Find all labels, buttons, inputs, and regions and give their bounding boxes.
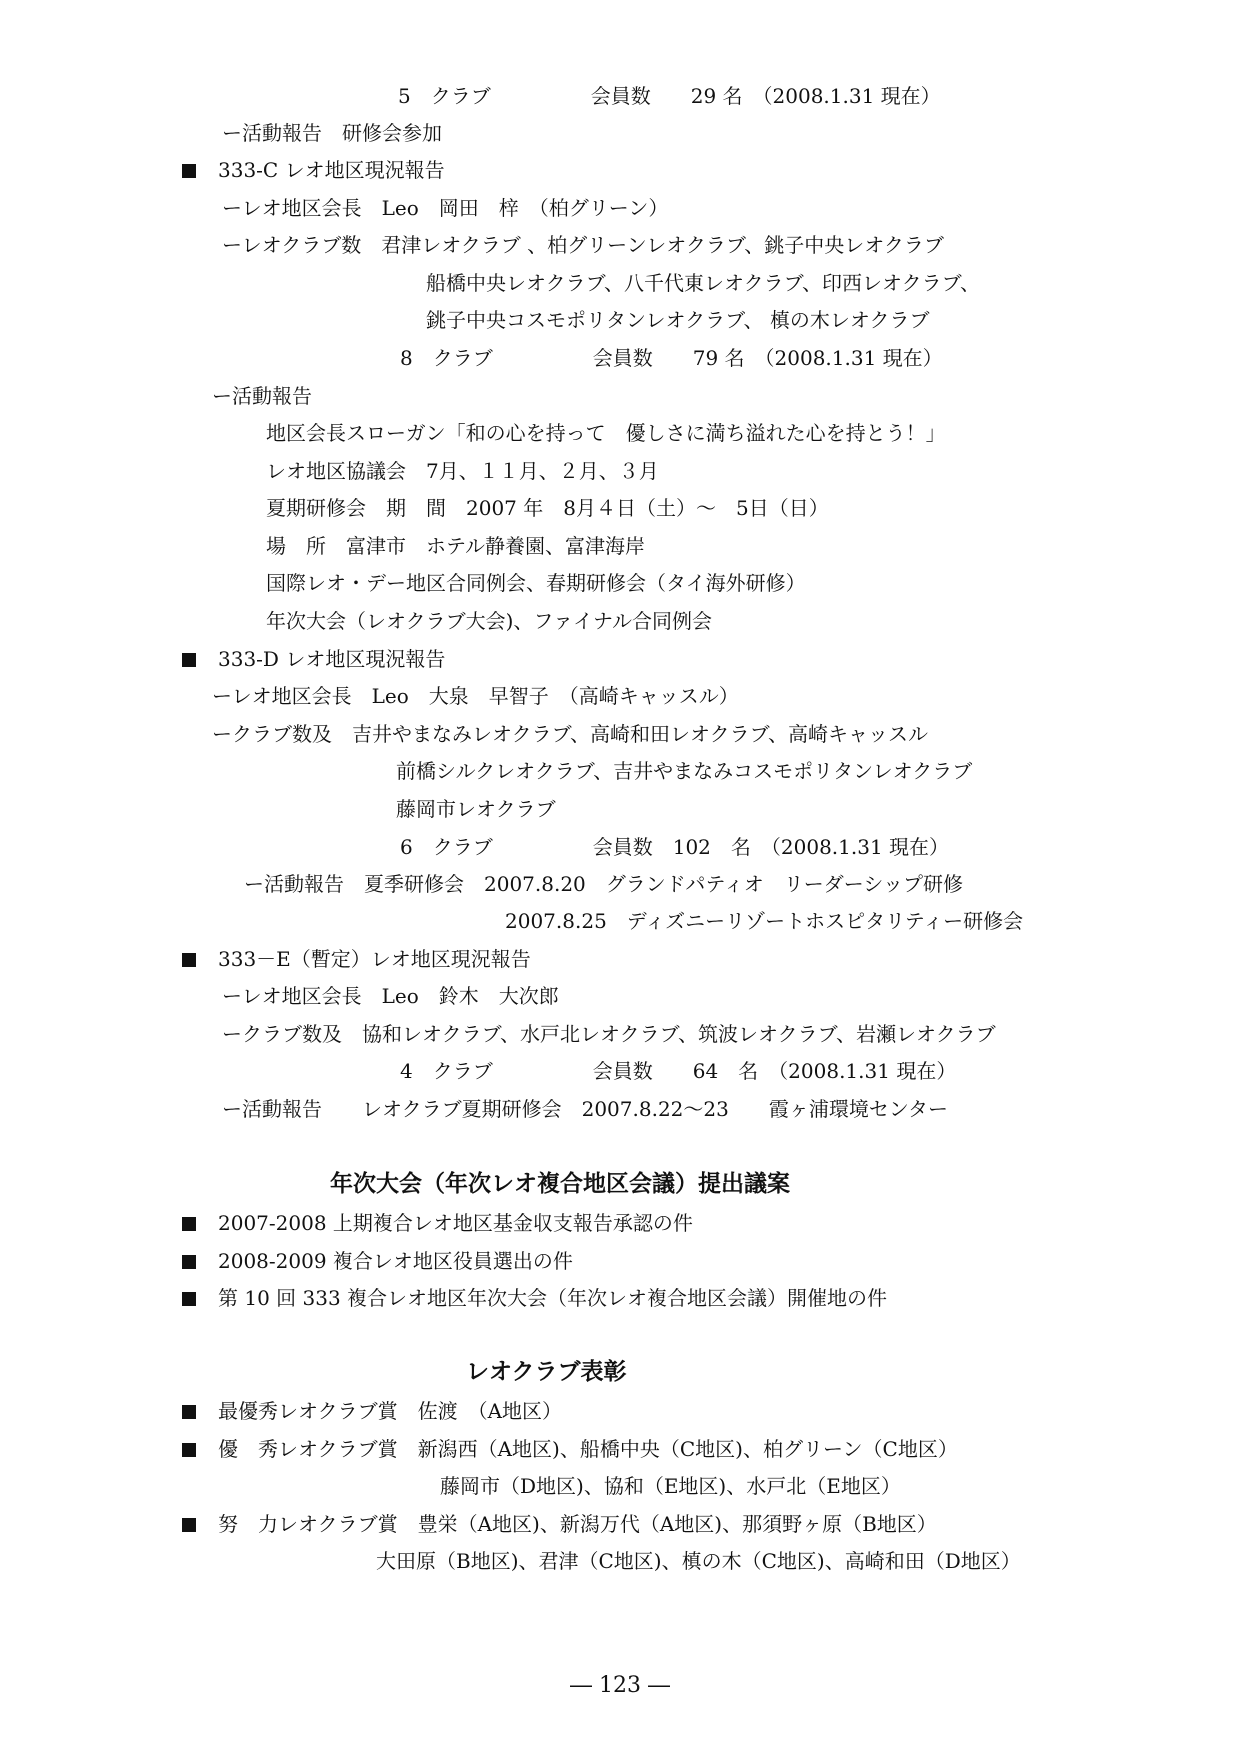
- bullet-icon: [182, 1405, 196, 1419]
- activity-report-line: ー活動報告 夏季研修会 2007.8.20 グランドパティオ リーダーシップ研修: [244, 872, 963, 896]
- clubs-count-line: 6 クラブ 会員数 102 名 （2008.1.31 現在）: [400, 835, 950, 859]
- activity-detail-line: 夏期研修会 期 間 2007 年 8月４日（土）〜 5日（日）: [266, 496, 829, 520]
- proposal-item: [182, 1211, 693, 1235]
- bullet-icon: [182, 1518, 196, 1532]
- district-chair-line: ーレオ地区会長 Leo 鈴木 大次郎: [222, 984, 559, 1008]
- page-number: ― 123 ―: [570, 1673, 670, 1698]
- activity-report-line: ー活動報告: [212, 384, 312, 408]
- awards-heading: レオクラブ表彰: [466, 1358, 627, 1385]
- award-continuation: 大田原（B地区)、君津（C地区)、槙の木（C地区)、高崎和田（D地区）: [376, 1549, 1021, 1573]
- section-heading-333d: [182, 647, 445, 671]
- activity-detail-line: 地区会長スローガン「和の心を持って 優しさに満ち溢れた心を持とう！」: [266, 421, 946, 445]
- bullet-icon: [182, 1443, 196, 1457]
- bullet-icon: [182, 1292, 196, 1306]
- bullet-icon: [182, 653, 196, 667]
- award-text: 最優秀レオクラブ賞 佐渡 （A地区）: [218, 1399, 563, 1423]
- club-list-line: 銚子中央コスモポリタンレオクラブ、 槙の木レオクラブ: [426, 308, 930, 332]
- proposal-text: 2008-2009 複合レオ地区役員選出の件: [218, 1249, 573, 1273]
- proposal-text: 2007-2008 上期複合レオ地区基金収支報告承認の件: [218, 1211, 693, 1235]
- proposal-item: [182, 1249, 573, 1273]
- club-list-line: 前橋シルクレオクラブ、吉井やまなみコスモポリタンレオクラブ: [396, 759, 973, 783]
- proposal-item: [182, 1286, 887, 1310]
- activity-detail-line: レオ地区協議会 7月、１１月、２月、３月: [266, 459, 659, 483]
- activity-detail-line: 国際レオ・デー地区合同例会、春期研修会（タイ海外研修）: [266, 571, 806, 595]
- activity-report-line: ー活動報告 レオクラブ夏期研修会 2007.8.22〜23 霞ヶ浦環境センター: [222, 1097, 949, 1121]
- section-heading-text: 333－E（暫定）レオ地区現況報告: [218, 947, 531, 971]
- section-heading-333c: [182, 158, 445, 182]
- clubs-count-line: 8 クラブ 会員数 79 名 （2008.1.31 現在）: [400, 346, 943, 370]
- bullet-icon: [182, 1255, 196, 1269]
- district-chair-line: ーレオ地区会長 Leo 岡田 梓 （柏グリーン）: [222, 196, 669, 220]
- club-list-line: 船橋中央レオクラブ、八千代東レオクラブ、印西レオクラブ、: [426, 271, 980, 295]
- club-list-line: ークラブ数及 協和レオクラブ、水戸北レオクラブ、筑波レオクラブ、岩瀬レオクラブ: [222, 1022, 996, 1046]
- club-list-line: ークラブ数及 吉井やまなみレオクラブ、高崎和田レオクラブ、高崎キャッスル: [212, 722, 928, 746]
- award-item: [182, 1512, 937, 1536]
- award-text: 努 力レオクラブ賞 豊栄（A地区)、新潟万代（A地区)、那須野ヶ原（B地区）: [218, 1512, 937, 1536]
- district-chair-line: ーレオ地区会長 Leo 大泉 早智子 （高崎キャッスル）: [212, 684, 739, 708]
- section-heading-text: 333-C レオ地区現況報告: [218, 158, 445, 182]
- proposals-heading: 年次大会（年次レオ複合地区会議）提出議案: [330, 1170, 790, 1197]
- activity-detail-line: 場 所 富津市 ホテル静養園、富津海岸: [266, 534, 645, 558]
- club-list-line: 藤岡市レオクラブ: [396, 797, 556, 821]
- award-item: [182, 1399, 562, 1423]
- club-list-line: ーレオクラブ数 君津レオクラブ 、柏グリーンレオクラブ、銚子中央レオクラブ: [222, 233, 944, 257]
- activity-report-line: ー活動報告 研修会参加: [222, 121, 442, 145]
- clubs-count-line: 4 クラブ 会員数 64 名 （2008.1.31 現在）: [400, 1059, 957, 1083]
- award-text: 優 秀レオクラブ賞 新潟西（A地区)、船橋中央（C地区)、柏グリーン（C地区）: [218, 1437, 958, 1461]
- activity-detail-line: 年次大会（レオクラブ大会)、ファイナル合同例会: [266, 609, 713, 633]
- proposal-text: 第 10 回 333 複合レオ地区年次大会（年次レオ複合地区会議）開催地の件: [218, 1286, 888, 1310]
- section-heading-text: 333-D レオ地区現況報告: [218, 647, 446, 671]
- activity-report-line: 2007.8.25 ディズニーリゾートホスピタリティー研修会: [505, 909, 1024, 933]
- bullet-icon: [182, 164, 196, 178]
- award-continuation: 藤岡市（D地区)、協和（E地区)、水戸北（E地区）: [440, 1474, 901, 1498]
- section-heading-333e: [182, 947, 531, 971]
- bullet-icon: [182, 1217, 196, 1231]
- bullet-icon: [182, 953, 196, 967]
- award-item: [182, 1437, 958, 1461]
- clubs-count-line: 5 クラブ 会員数 29 名 （2008.1.31 現在）: [398, 84, 941, 108]
